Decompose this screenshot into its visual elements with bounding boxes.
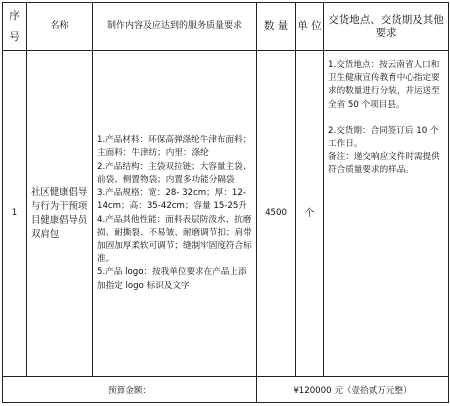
content-line-size: 3.产品规格：宽：28- 32cm；厚：12-14cm；高：35-42cm；容量 15-25升 [97,188,247,212]
item-row [3,51,449,377]
header-unit: 单 位 [296,3,324,51]
content-line-materials: 1.产品材料：环保高弹涤纶牛津布面料；主面料：牛津纺；内里：涤纶 [97,135,252,159]
content-line-performance: 4.产品其他性能：面料表层防泼水、抗磨损、耐撕裂、不易皱、耐磨调节扣；肩带加固加厚柔软可调节；缝制牢固度符合标准。 [97,214,252,265]
budget-amount: ¥120000 元（壹拾贰万元整） [257,377,449,403]
footer-row [3,377,449,403]
row-delivery [324,51,449,377]
row-unit: 个 [296,51,324,377]
content-line-logo: 5.产品 logo：按我单位要求在产品上添加指定 logo 标识及文字 [97,267,247,291]
row-content [93,51,257,377]
header-seq: 序 号 [3,3,27,51]
header-quantity: 数 量 [257,3,296,51]
procurement-spec-table [2,2,449,403]
delivery-note: 备注：递交响应文件时需提供符合质量要求的样品。 [328,152,440,176]
row-quantity: 4500 [257,51,296,377]
delivery-period: 2.交货期：合同签订后 10 个工作日。 [328,125,439,150]
delivery-location: 1.交货地点：按云南省人口和卫生健康宣传教育中心指定要求的数量进行分装，并运送至全省 50 个项目县。 [328,60,440,110]
row-seq: 1 [3,51,27,377]
header-delivery: 交货地点、交货期及其他要求 [324,3,449,51]
row-item-name: 社区健康倡导与行为干预项目健康倡导员双肩包 [27,51,93,377]
header-row [3,3,449,51]
content-line-structure: 2.产品结构：主袋双拉链；大容量主袋、前袋、侧置物袋；内置多功能分隔袋 [97,161,252,185]
header-name: 名称 [27,3,93,51]
budget-label: 预算金额： [3,377,257,403]
header-content: 制作内容及应达到的服务质量要求 [93,3,257,51]
